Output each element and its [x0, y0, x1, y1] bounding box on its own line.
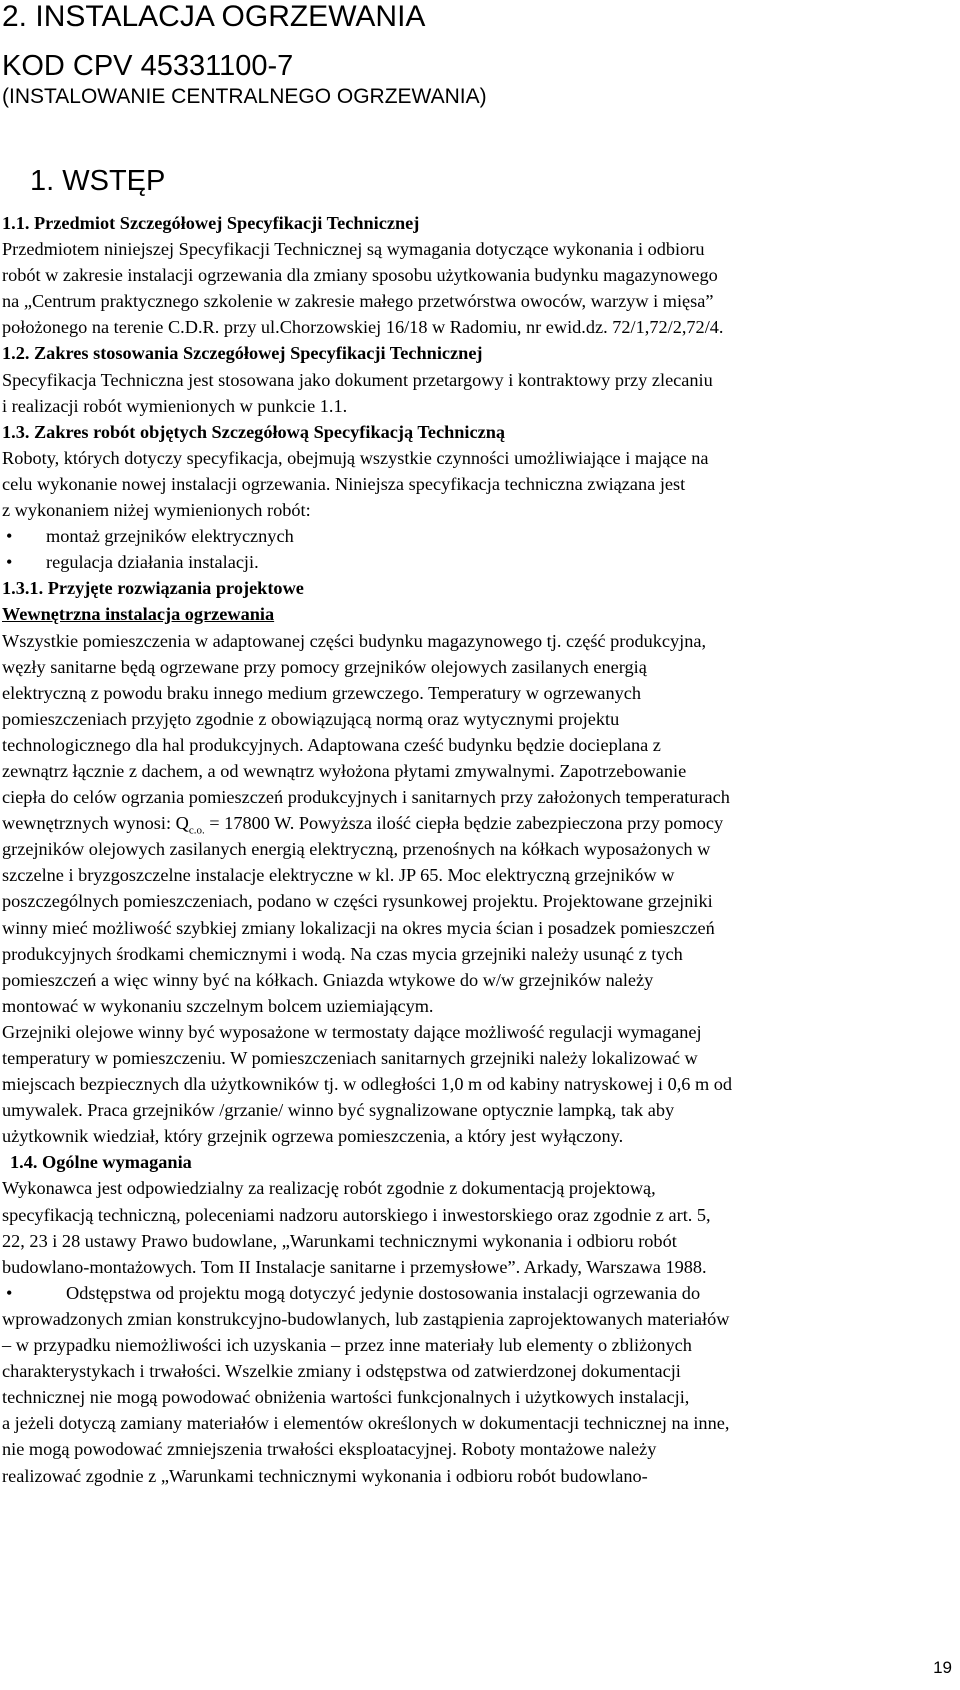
paragraph-line: 22, 23 i 28 ustawy Prawo budowlane, „Warunkami technicznymi wykonania i odbioru robót — [2, 1230, 677, 1251]
paragraph-line: budowlano-montażowych. Tom II Instalacje sanitarne i przemysłowe”. Arkady, Warszawa 1988. — [2, 1256, 707, 1277]
section-title-1-3-1: 1.3.1. Przyjęte rozwiązania projektowe — [2, 578, 304, 599]
section-heading-wstep: 1. WSTĘP — [30, 165, 166, 197]
paragraph-line: elektryczną z powodu braku innego medium grzewczego. Temperatury w ogrzewanych — [2, 682, 641, 703]
paragraph-line: położonego na terenie C.D.R. przy ul.Chorzowskiej 16/18 w Radomiu, nr ewid.dz. 72/1,72/2,72/4. — [2, 317, 724, 338]
paragraph-line: robót w zakresie instalacji ogrzewania dla zmiany sposobu użytkowania budynku magazynowego — [2, 265, 718, 286]
paragraph-line: pomieszczeń a więc winny być na kółkach. Gniazda wtykowe do w/w grzejników należy — [2, 969, 654, 990]
bullet-icon: • — [6, 1282, 13, 1303]
chapter-heading: 2. INSTALACJA OGRZEWANIA — [2, 0, 426, 33]
paragraph-line: poszczególnych pomieszczeniach, podano w części rysunkowej projektu. Projektowane grzejniki — [2, 891, 713, 912]
paragraph-line: technologicznego dla hal produkcyjnych. Adaptowana cześć budynku będzie docieplana z — [2, 734, 661, 755]
paragraph-line-heat-demand — [2, 810, 958, 836]
paragraph-line: Grzejniki olejowe winny być wyposażone w termostaty dające możliwość regulacji wymaganej — [2, 1021, 702, 1042]
paragraph-line: Roboty, których dotyczy specyfikacja, obejmują wszystkie czynności umożliwiające i mające na — [2, 447, 709, 468]
paragraph-line: realizować zgodnie z „Warunkami technicznymi wykonania i odbioru robót budowlano- — [2, 1465, 648, 1486]
paragraph-line: umywalek. Praca grzejników /grzanie/ winno być sygnalizowane optycznie lampką, tak aby — [2, 1100, 675, 1121]
paragraph-line: miejscach bezpiecznych dla użytkowników tj. w odległości 1,0 m od kabiny natryskowej i 0,6 m od — [2, 1074, 733, 1095]
paragraph-line: – w przypadku niemożliwości ich uzyskania – przez inne materiały lub elementy o zbliżonych — [2, 1335, 692, 1356]
paragraph-line: szczelne i bryzgoszczelne instalacje elektryczne w kl. JP 65. Moc elektryczną grzejników w — [2, 865, 675, 886]
text-run: Odstępstwa od projektu mogą dotyczyć jedynie dostosowania instalacji ogrzewania do — [66, 1282, 701, 1303]
text-run: wewnętrznych wynosi: Q — [2, 813, 189, 834]
bullet-icon: • — [6, 552, 13, 573]
paragraph-line: nie mogą powodować zmniejszenia trwałości eksploatacyjnej. Roboty montażowe należy — [2, 1439, 657, 1460]
paragraph-line: Przedmiotem niniejszej Specyfikacji Technicznej są wymagania dotyczące wykonania i odbioru — [2, 239, 705, 260]
bulleted-paragraph-line — [2, 1280, 958, 1306]
paragraph-line: grzejników olejowych zasilanych energią elektryczną, przenośnych na kółkach wyposażonych w — [2, 839, 711, 860]
paragraph-line: produkcyjnych środkami chemicznymi i wodą. Na czas mycia grzejniki należy usunąć z tych — [2, 943, 683, 964]
cpv-code-description: (INSTALOWANIE CENTRALNEGO OGRZEWANIA) — [2, 85, 487, 108]
paragraph-line: a jeżeli dotyczą zamiany materiałów i elementów określonych w dokumentacji technicznej na inne, — [2, 1413, 730, 1434]
paragraph-line: z wykonaniem niżej wymienionych robót: — [2, 500, 311, 521]
paragraph-line: zewnątrz łącznie z dachem, a od wewnątrz wyłożona płytami zmywalnymi. Zapotrzebowanie — [2, 760, 687, 781]
paragraph-line: Wszystkie pomieszczenia w adaptowanej części budynku magazynowego tj. część produkcyjna, — [2, 630, 707, 651]
section-title-1-1: 1.1. Przedmiot Szczegółowej Specyfikacji Technicznej — [2, 213, 420, 233]
section-title-1-3: 1.3. Zakres robót objętych Szczegółową Specyfikacją Techniczną — [2, 421, 506, 442]
list-item — [2, 549, 958, 575]
paragraph-line: montować w wykonaniu szczelnym bolcem uziemiającym. — [2, 995, 434, 1016]
section-title-1-2: 1.2. Zakres stosowania Szczegółowej Specyfikacji Technicznej — [2, 343, 483, 364]
subsection-title: Wewnętrzna instalacja ogrzewania — [2, 604, 275, 625]
list-item-text: montaż grzejników elektrycznych — [46, 526, 294, 547]
paragraph-line: pomieszczeniach przyjęto zgodnie z obowiązującą normą oraz wytycznymi projektu — [2, 708, 620, 729]
paragraph-line: na „Centrum praktycznego szkolenie w zakresie małego przetwórstwa owoców, warzyw i mięsa” — [2, 291, 714, 312]
paragraph-line: specyfikacją techniczną, poleceniami nadzoru autorskiego i inwestorskiego oraz zgodnie z art. 5, — [2, 1204, 711, 1225]
paragraph-line: węzły sanitarne będą ogrzewane przy pomocy grzejników olejowych zasilanych energią — [2, 656, 647, 677]
paragraph-line: ciepła do celów ogrzania pomieszczeń produkcyjnych i sanitarnych przy założonych temperaturach — [2, 787, 730, 808]
list-item-text: regulacja działania instalacji. — [46, 552, 259, 573]
bullet-icon: • — [6, 526, 13, 547]
page-number: 19 — [933, 1658, 952, 1677]
paragraph-line: wprowadzonych zmian konstrukcyjno-budowlanych, lub zastąpienia zaprojektowanych materiałów — [2, 1308, 730, 1329]
paragraph-line: Wykonawca jest odpowiedzialny za realizację robót zgodnie z dokumentacją projektową, — [2, 1178, 656, 1199]
paragraph-line: użytkownik wiedział, który grzejnik ogrzewa pomieszczenia, a który jest wyłączony. — [2, 1126, 624, 1147]
paragraph-line: celu wykonanie nowej instalacji ogrzewania. Niniejsza specyfikacja techniczna związana jest — [2, 473, 686, 494]
paragraph-line: charakterystykach i trwałości. Wszelkie zmiany i odstępstwa od zatwierdzonej dokumentacji — [2, 1361, 681, 1382]
section-title-1-4: 1.4. Ogólne wymagania — [10, 1152, 192, 1173]
subscript-co: c.o. — [188, 824, 205, 837]
list-item — [2, 523, 958, 549]
paragraph-line: winny mieć możliwość szybkiej zmiany lokalizacji na okres mycia ścian i posadzek pomieszczeń — [2, 917, 715, 938]
paragraph-line: i realizacji robót wymienionych w punkcie 1.1. — [2, 395, 348, 416]
cpv-code-heading: KOD CPV 45331100-7 — [2, 50, 294, 82]
document-body — [2, 210, 958, 1489]
text-run: = 17800 W. Powyższa ilość ciepła będzie zabezpieczona przy pomocy — [204, 813, 724, 834]
paragraph-line: temperatury w pomieszczeniu. W pomieszczeniach sanitarnych grzejniki należy lokalizować w — [2, 1048, 698, 1068]
paragraph-line: technicznej nie mogą powodować obniżenia wartości funkcjonalnych i użytkowych instalacji, — [2, 1387, 690, 1408]
paragraph-line: Specyfikacja Techniczna jest stosowana jako dokument przetargowy i kontraktowy przy zlecaniu — [2, 369, 713, 390]
